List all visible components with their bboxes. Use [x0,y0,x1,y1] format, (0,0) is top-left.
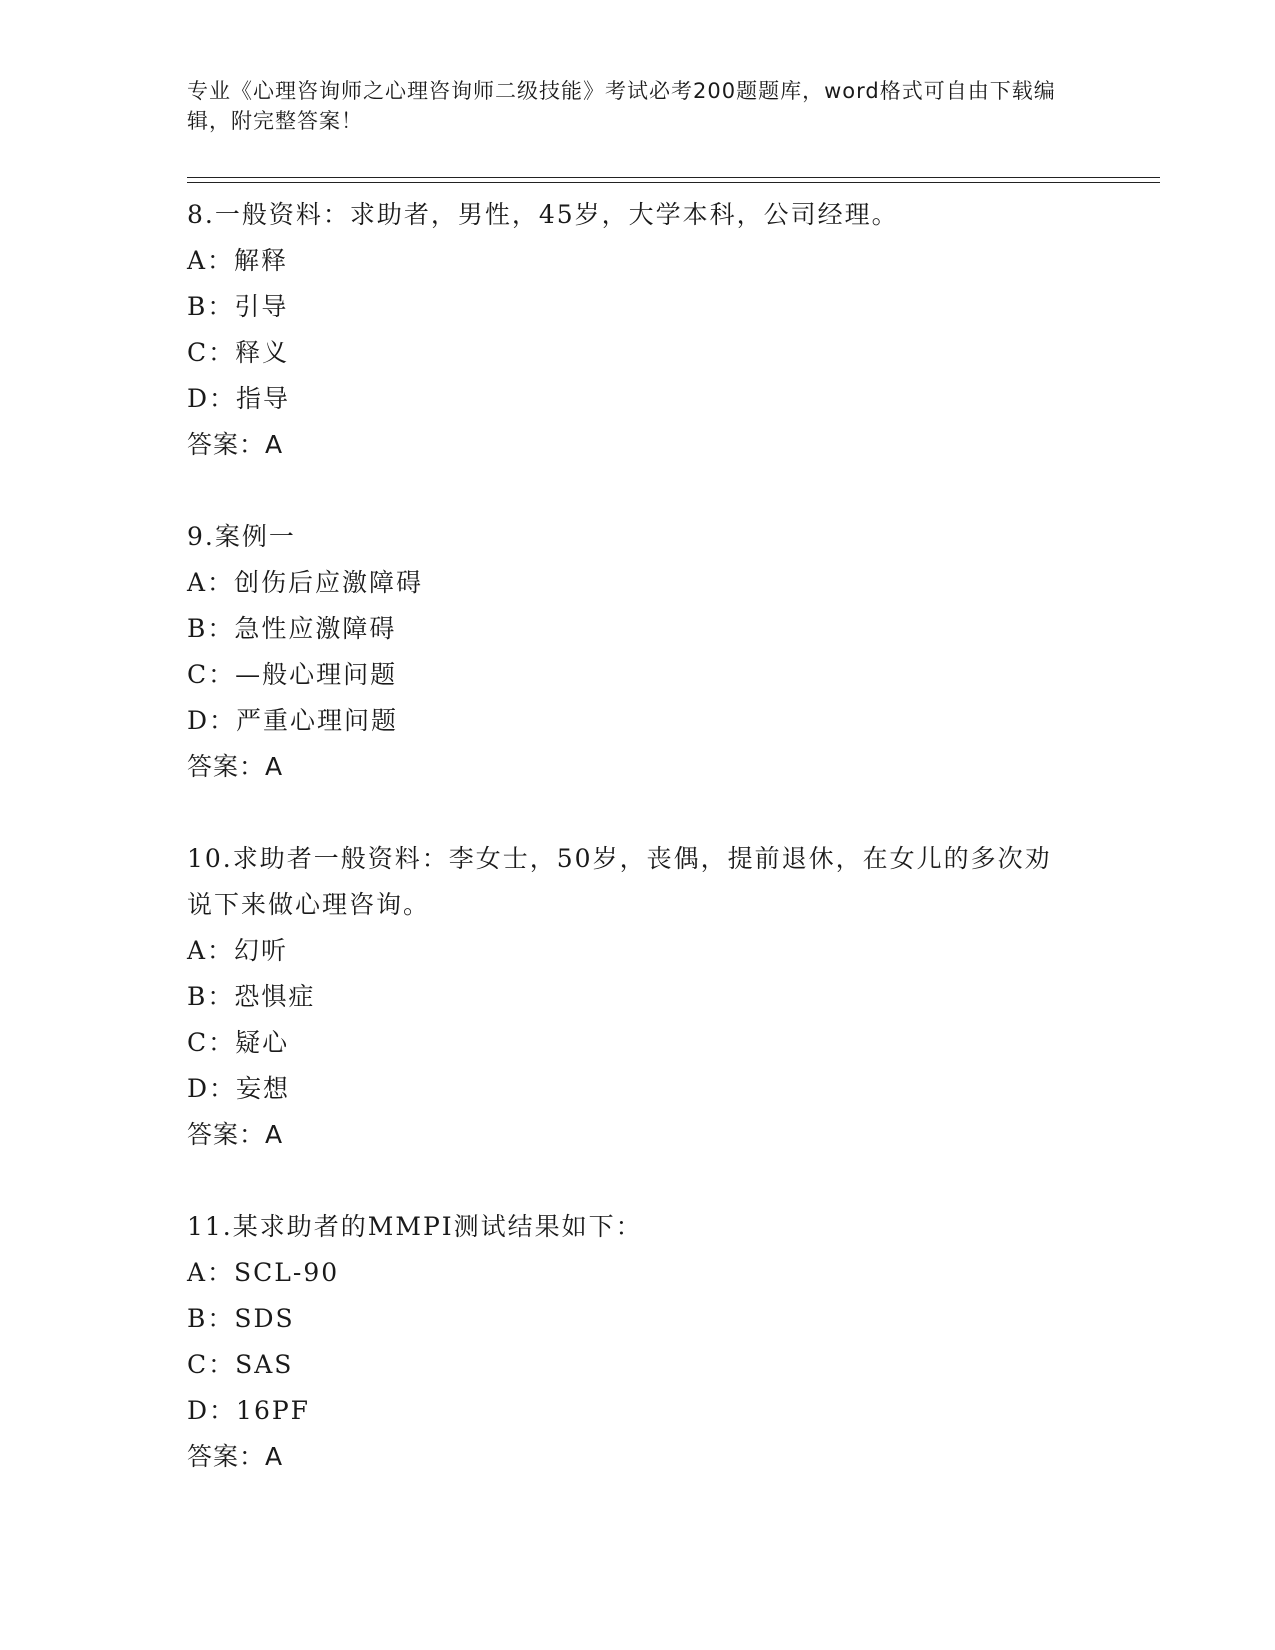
option-d: D：16PF [187,1396,311,1425]
question-9 [187,514,1087,790]
option-b: B：恐惧症 [187,982,316,1011]
question-text: 9.案例一 [187,522,296,551]
answer-line: 答案：A [187,1120,284,1149]
question-8 [187,192,1087,468]
question-10 [187,836,1087,1158]
answer-line: 答案：A [187,1442,284,1471]
answer-line: 答案：A [187,430,284,459]
divider-top [187,177,1160,178]
answer-line: 答案：A [187,752,284,781]
option-d: D：指导 [187,384,291,413]
option-a: A：解释 [187,246,289,275]
divider-bottom [187,182,1160,183]
option-c: C：SAS [187,1350,294,1379]
question-text: 10.求助者一般资料：李女士，50岁，丧偶，提前退休，在女儿的多次劝说下来做心理咨询。 [187,844,1052,919]
option-b: B：引导 [187,292,289,321]
question-text: 11.某求助者的MMPI测试结果如下： [187,1212,643,1241]
option-b: B：急性应激障碍 [187,614,397,643]
document-intro: 专业《心理咨询师之心理咨询师二级技能》考试必考200题题库，word格式可自由下载编辑，附完整答案！ [187,79,1056,133]
option-a: A：创伤后应激障碍 [187,568,424,597]
option-d: D：妄想 [187,1074,291,1103]
option-a: A：幻听 [187,936,289,965]
option-d: D：严重心理问题 [187,706,399,735]
option-c: C：—般心理问题 [187,660,398,689]
question-text: 8.一般资料：求助者，男性，45岁，大学本科，公司经理。 [187,200,899,229]
question-list [187,192,1087,1526]
option-c: C：释义 [187,338,290,367]
option-c: C：疑心 [187,1028,290,1057]
option-a: A：SCL-90 [187,1258,340,1287]
question-11 [187,1204,1087,1480]
option-b: B：SDS [187,1304,295,1333]
